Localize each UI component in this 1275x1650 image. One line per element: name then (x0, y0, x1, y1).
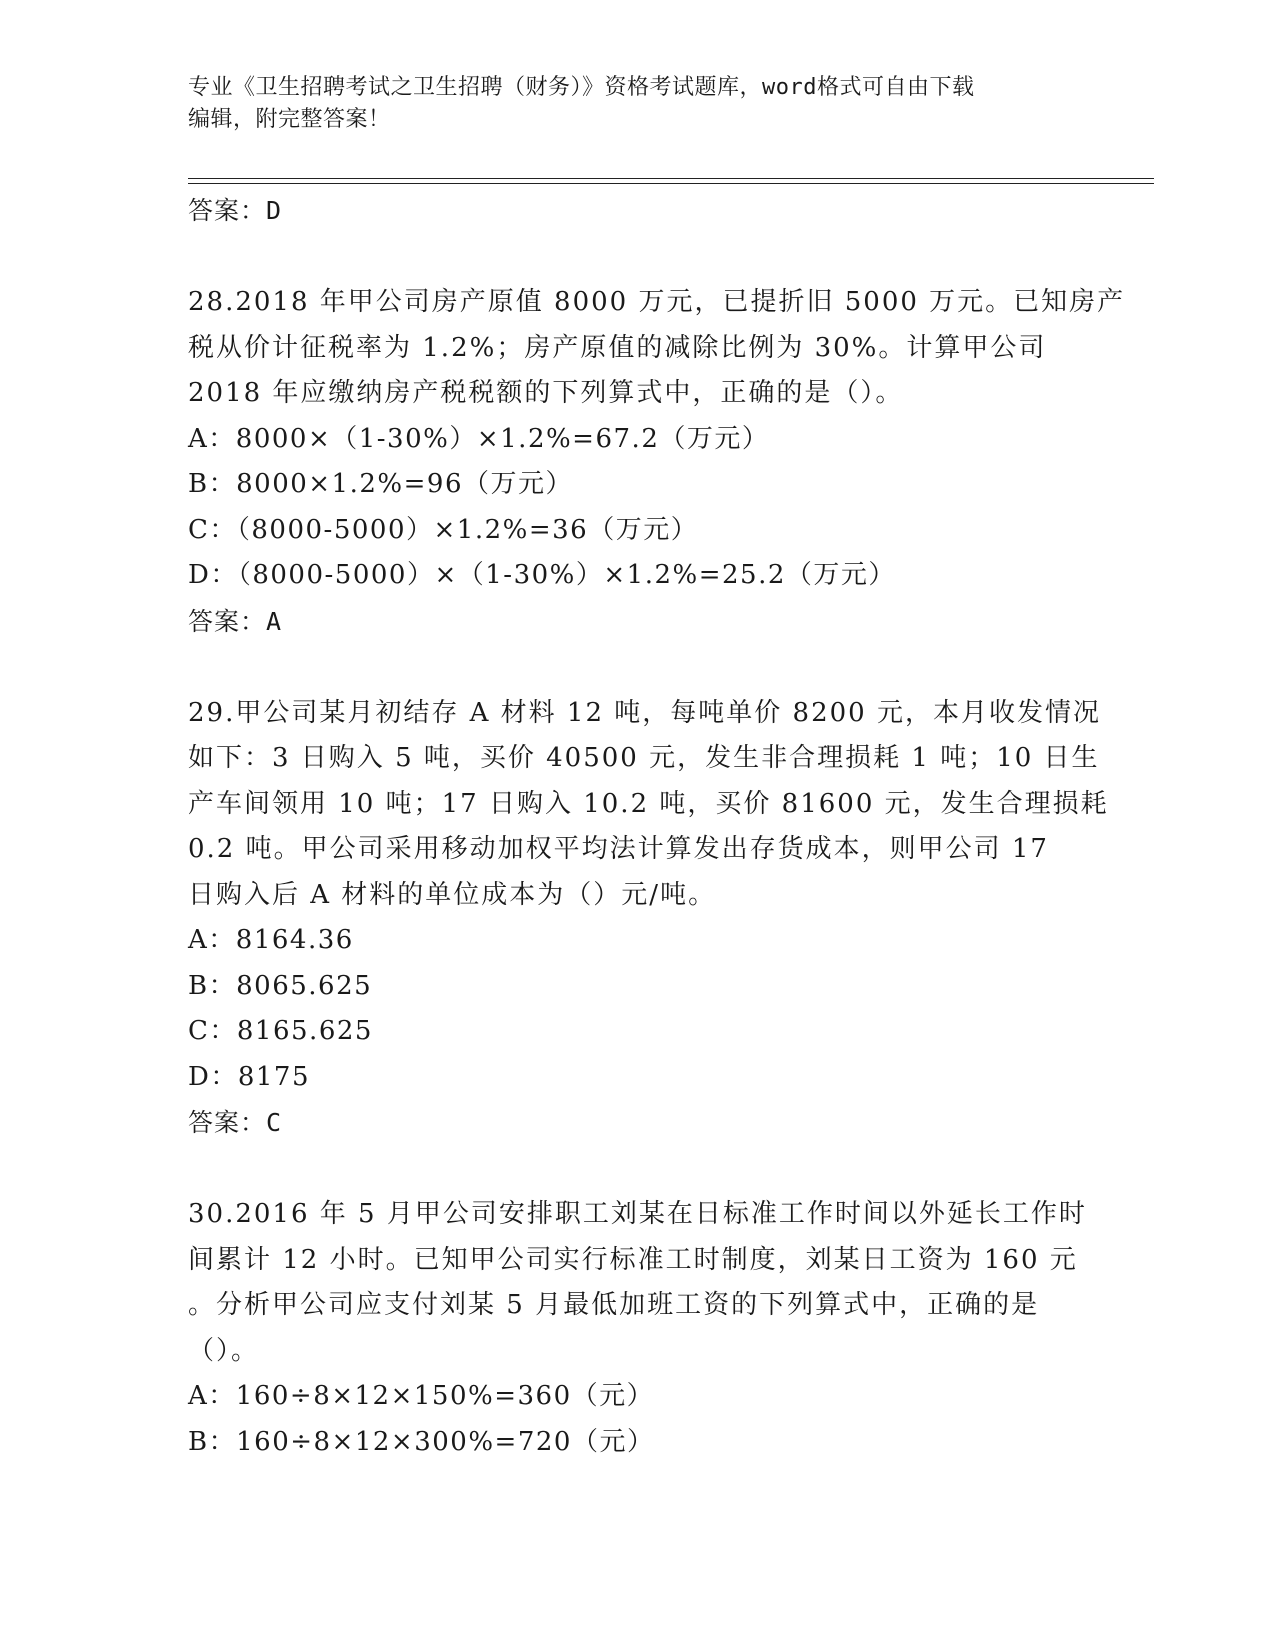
option-c: C：8165.625 (188, 1016, 373, 1046)
question-block (188, 1192, 1088, 1465)
question-line: 日购入后 A 材料的单位成本为（）元/吨。 (188, 879, 717, 910)
question-line: 间累计 12 小时。已知甲公司实行标准工时制度，刘某日工资为 160 元 (188, 1244, 1078, 1275)
option-a: A：8000×（1-30%）×1.2%=67.2（万元） (188, 423, 770, 454)
question-block (188, 691, 1109, 1147)
question-block (188, 280, 1126, 645)
header-line-2: 编辑，附完整答案！ (188, 107, 391, 132)
option-a: A：160÷8×12×150%=360（元） (188, 1381, 655, 1411)
question-text (188, 691, 1109, 919)
answer-line: 答案：C (188, 1108, 283, 1137)
question-line: 如下：3 日购入 5 吨，买价 40500 元，发生非合理损耗 1 吨；10 日生 (188, 743, 1100, 773)
question-line: （）。 (188, 1335, 260, 1366)
header-divider-top (188, 178, 1154, 179)
question-line: 产车间领用 10 吨；17 日购入 10.2 吨，买价 81600 元，发生合理损耗 (188, 788, 1109, 819)
question-text (188, 1192, 1088, 1374)
question-line: 28.2018 年甲公司房产原值 8000 万元，已提折旧 5000 万元。已知房产 (188, 287, 1126, 317)
option-a: A：8164.36 (188, 925, 354, 955)
spacer (188, 1146, 1088, 1192)
spacer (188, 234, 1088, 280)
question-line: 。分析甲公司应支付刘某 5 月最低加班工资的下列算式中，正确的是 (188, 1290, 1040, 1320)
answer-line: 答案：A (188, 606, 283, 636)
option-b: B：8000×1.2%=96（万元） (188, 469, 573, 499)
header-divider-bottom (188, 183, 1154, 184)
question-line: 29.甲公司某月初结存 A 材料 12 吨，每吨单价 8200 元，本月收发情况 (188, 697, 1101, 728)
question-list (188, 188, 1126, 1465)
option-d: D：（8000-5000）×（1-30%）×1.2%=25.2（万元） (188, 560, 896, 590)
document-header (188, 72, 1088, 136)
option-d: D：8175 (188, 1061, 311, 1092)
header-line-1: 专业《卫生招聘考试之卫生招聘（财务）》资格考试题库，word格式可自由下载 (188, 75, 975, 100)
option-b: B：8065.625 (188, 970, 373, 1001)
answer-line: 答案：D (188, 196, 283, 225)
question-text (188, 280, 1126, 417)
question-line: 2018 年应缴纳房产税税额的下列算式中，正确的是（）。 (188, 378, 904, 408)
question-line: 30.2016 年 5 月甲公司安排职工刘某在日标准工作时间以外延长工作时 (188, 1199, 1087, 1229)
option-c: C：（8000-5000）×1.2%=36（万元） (188, 514, 699, 545)
option-b: B：160÷8×12×300%=720（元） (188, 1426, 655, 1457)
question-line: 0.2 吨。甲公司采用移动加权平均法计算发出存货成本，则甲公司 17 (188, 834, 1049, 864)
question-line: 税从价计征税率为 1.2%；房产原值的减除比例为 30%。计算甲公司 (188, 332, 1047, 363)
spacer (188, 645, 1088, 691)
